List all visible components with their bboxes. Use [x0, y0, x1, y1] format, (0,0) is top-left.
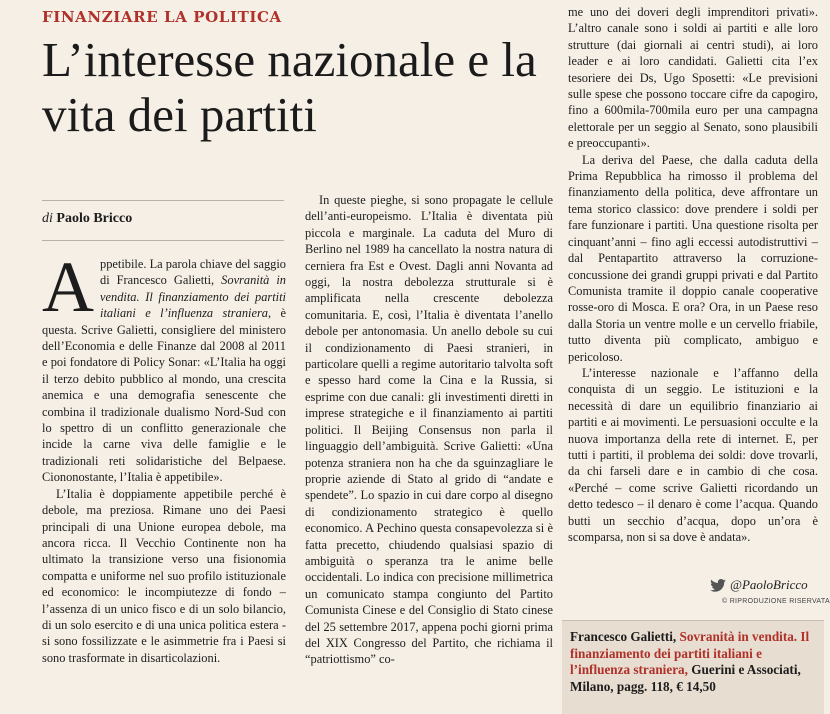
byline-prefix: di [42, 211, 53, 226]
twitter-bird-icon [710, 579, 726, 591]
paragraph: L’interesse nazionale e l’affanno della conquista di un seggio. Le istituzioni e la necessità di dare un equilibrio finanziario ai partiti e ai movimenti. Le persuasioni occulte e la nuova importanza della rete di internet. E, per tutti i partiti, il problema dei soldi: dove trovarli, da chi farseli dare e in cambio di che cosa. «Perché – come scrive Galietti ricordando un detto tedesco – il denaro è come l’acqua. Quando butti un secchio d’acqua, dopo un’ora è scomparsa, non si sa dove è andata». [568, 365, 818, 544]
paragraph [42, 247, 287, 486]
dropcap: A [42, 247, 94, 327]
book-author: Francesco Galietti, [570, 629, 677, 644]
paragraph: La deriva del Paese, che dalla caduta della Prima Repubblica ha rimosso il problema del finanziamento della politica, deve affrontare un tema storico classico: dove prendere i soldi per fare funzionare i partiti. Una questione risolta per cinquant’anni – fino agli eccessi autodistruttivi – dal Pentapartito attraverso la corruzione-concussione dei grandi gruppi privati e dal Partito Comunista tramite il doppio canale cooperative rosse-oro di Mosca. E ora? Ora, in un Paese reso dalla Storia un ventre molle e un cervello friabile, tutto diventa più complicato, ambiguo e pericoloso. [568, 152, 818, 364]
book-title: Sovranità in vendita. Il finanziamento dei partiti italiani e l’influenza straniera, [570, 629, 810, 678]
divider-byline [42, 240, 284, 241]
article-column-2 [305, 192, 553, 668]
byline [42, 211, 132, 227]
paragraph-text: , è questa. Scrive Galietti, consigliere del ministero dell’Economia e delle Finanze dal 2008 al 2011 e poi fondatore di Policy Sonar: «L’Italia ha oggi il terzo debito pubblico al mondo, una crescita anemica e una demografia senescente che combina il tradizionale dualismo Nord-Sud con lo spettro di un conflitto generazionale che incide la carne viva delle famiglie e le tradizionali reti solidaristiche del Belpaese. Ciononostante, l’Italia è appetibile». [42, 306, 286, 485]
paragraph: me uno dei doveri degli imprenditori privati». L’altro canale sono i soldi ai partiti e alle loro strutture (dai giornali ai centri studi), ai loro leader e ai loro candidati. Galietti cita l’ex tesoriere dei Ds, Ugo Sposetti: «Le previsioni sulle spese che possono toccare cifre da capogiro, fino a 600mila-700mila euro per una campagna elettorale per un seggio al Senato, sono plausibili e preoccupanti». [568, 5, 818, 151]
twitter-handle: @PaoloBricco [730, 577, 808, 592]
paragraph: L’Italia è doppiamente appetibile perché è debole, ma preziosa. Rimane uno dei Paesi principali di una Unione europea debole, ma ancora ricca. Il Vecchio Continente non ha ultimato la transizione verso una fisionomia compatta e uniforme nel suo profilo istituzionale ed economico: le incompiutezze di fondo – l’assenza di un unico fisco e di un solo bilancio, di un solo esercito e di una unica politica estera - si sono fossilizzate e le asimmetrie fra i Paesi si sono trasformate in disarticolazioni. [42, 486, 286, 665]
twitter-credit[interactable] [710, 577, 808, 593]
section-kicker: FINANZIARE LA POLITICA [42, 8, 282, 26]
paragraph-text: ppetibile. La parola chiave del saggio di Francesco Galietti, [100, 257, 286, 288]
article-column-3 [568, 4, 818, 545]
book-title-italic: Sovranità in vendita. Il finanziamento dei partiti italiani e l’influenza straniera [100, 273, 287, 321]
paragraph: In queste pieghe, si sono propagate le cellule dell’anti-europeismo. L’Italia è diventata più piccola e marginale. La caduta del Muro di Berlino nel 1989 ha cancellato la nostra natura di cerniera fra Est e Ovest. Dagli anni Novanta ad oggi, la nostra debolezza strutturale si è amplificata nella crescente debolezza comunitaria. E, così, l’Italia è diventata l’anello debole per antonomasia. Un anello debole su cui il condizionamento di Paesi stranieri, in particolare quelli a regime autoritario talvolta soft e spesso hard come la Cina e la Russia, si esprime con due canali: gli investimenti diretti in imprese strategiche e il finanziamento ai partiti politici. Il Beijing Consensus non parla il linguaggio dell’ambiguità. Scrive Galietti: «Una potenza straniera non ha che da sguinzagliare le proprie aziende di Stato al grido di “andate e spendete”. Lo spazio in cui dare corpo al disegno di condizionamento strategico è quello economico. A Pechino questa consapevolezza si è fatta precetto, chiudendo qualsiasi spazio di ambiguità o speranza tra le anime belle occidentali. Lo indica con precisione millimetrica un comunicato stampa congiunto del Partito Comunista Cinese e del Consiglio di Stato cinese del 25 settembre 2017, appena pochi giorni prima del XIX Congresso del Partito, che richiama il “patriottismo” co- [305, 193, 553, 667]
article-column-1 [42, 247, 287, 666]
book-info-box [562, 620, 824, 714]
copyright-notice: © RIPRODUZIONE RISERVATA [722, 598, 830, 605]
headline: L’interesse nazionale e la vita dei partiti [42, 32, 537, 142]
book-publisher: Guerini e Associati, Milano, pagg. 118, € 14,50 [570, 662, 801, 694]
divider-top [42, 200, 284, 201]
byline-author: Paolo Bricco [56, 211, 133, 226]
